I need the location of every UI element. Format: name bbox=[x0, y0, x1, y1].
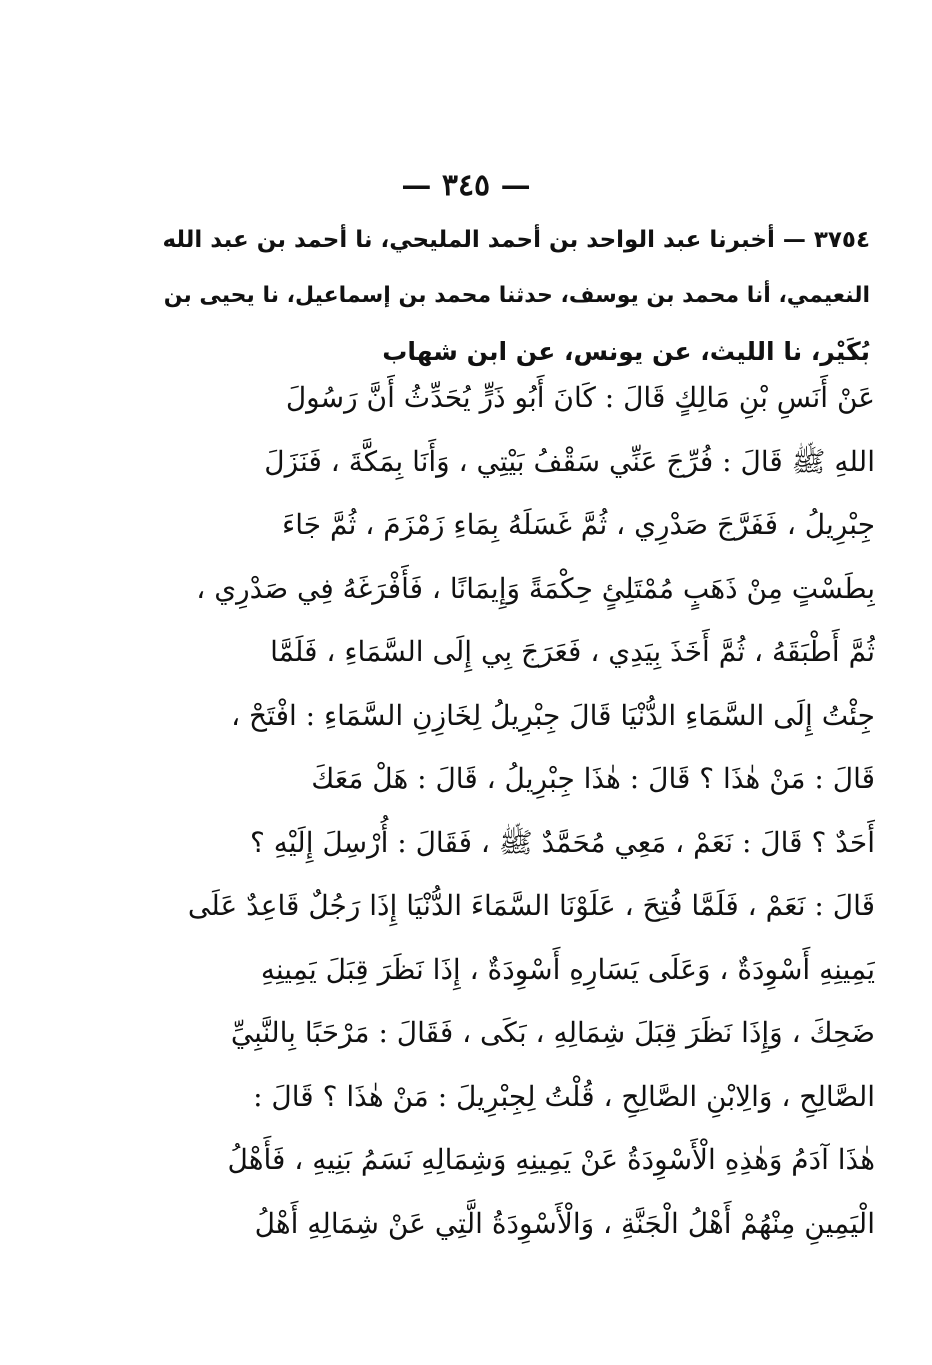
text-line: الصَّالِحِ ، وَالِابْنِ الصَّالِحِ ، قُلْتُ لِجِبْرِيلَ : مَنْ هٰذَا ؟ قَالَ : bbox=[253, 1079, 875, 1113]
text-line: قَالَ : نَعَمْ ، فَلَمَّا فُتِحَ ، عَلَوْنَا السَّمَاءَ الدُّنْيَا إِذَا رَجُلٌ قَاعِدٌ عَلَى bbox=[187, 889, 875, 922]
isnad-line: النعيمي، أنا محمد بن يوسف، حدثنا محمد بن إسماعيل، نا يحيى بن bbox=[163, 283, 870, 308]
text-line: ثُمَّ أَطْبَقَهُ ، ثُمَّ أَخَذَ بِيَدِي ، فَعَرَجَ بِي إِلَى السَّمَاءِ ، فَلَمَّا bbox=[270, 635, 875, 668]
text-line: عَنْ أَنَسِ بْنِ مَالِكٍ قَالَ : كَانَ أَبُو ذَرٍّ يُحَدِّثُ أَنَّ رَسُولَ bbox=[285, 381, 875, 414]
text-line: جِئْتُ إِلَى السَّمَاءِ الدُّنْيَا قَالَ جِبْرِيلُ لِخَازِنِ السَّمَاءِ : افْتَحْ ، bbox=[231, 698, 875, 732]
text-line: ضَحِكَ ، وَإِذَا نَظَرَ قِبَلَ شِمَالِهِ ، بَكَى ، فَقَالَ : مَرْحَبًا بِالنَّبِيِّ bbox=[230, 1016, 875, 1049]
text-line: الْيَمِينِ مِنْهُمْ أَهْلُ الْجَنَّةِ ، وَالْأَسْوِدَةُ الَّتِي عَنْ شِمَالِهِ أَهْلُ bbox=[254, 1206, 875, 1240]
text-line: أَحَدٌ ؟ قَالَ : نَعَمْ ، مَعِي مُحَمَّدٌ ﷺ ، فَقَالَ : أُرْسِلَ إِلَيْهِ ؟ bbox=[249, 825, 875, 859]
isnad-line: ٣٧٥٤ — أخبرنا عبد الواحد بن أحمد المليحي، نا أحمد بن عبد الله bbox=[162, 227, 870, 253]
text-line: اللهِ ﷺ قَالَ : فُرِّجَ عَنِّي سَقْفُ بَيْتِي ، وَأَنَا بِمَكَّةَ ، فَنَزَلَ bbox=[264, 444, 875, 478]
text-line: يَمِينِهِ أَسْوِدَةٌ ، وَعَلَى يَسَارِهِ أَسْوِدَةٌ ، إِذَا نَظَرَ قِبَلَ يَمِينِهِ bbox=[260, 952, 875, 986]
text-line: قَالَ : مَنْ هٰذَا ؟ قَالَ : هٰذَا جِبْرِيلُ ، قَالَ : هَلْ مَعَكَ bbox=[311, 762, 875, 795]
page-number: — ٣٤٥ — bbox=[401, 168, 531, 203]
text-line: جِبْرِيلُ ، فَفَرَّجَ صَدْرِي ، ثُمَّ غَسَلَهُ بِمَاءِ زَمْزَمَ ، ثُمَّ جَاءَ bbox=[282, 508, 875, 541]
text-line: هٰذَا آدَمُ وَهٰذِهِ الْأَسْوِدَةُ عَنْ يَمِينِهِ وَشِمَالِهِ نَسَمُ بَنِيهِ ، فَأَهْلُ bbox=[227, 1143, 875, 1176]
hadith-text bbox=[130, 366, 875, 1255]
text-line: بِطَسْتٍ مِنْ ذَهَبٍ مُمْتَلِئٍ حِكْمَةً وَإِيمَانًا ، فَأَفْرَغَهُ فِي صَدْرِي ، bbox=[196, 571, 875, 605]
isnad-line: بُكَيْر، نا الليث، عن يونس، عن ابن شهاب bbox=[382, 337, 870, 366]
isnad-chain bbox=[150, 212, 870, 380]
